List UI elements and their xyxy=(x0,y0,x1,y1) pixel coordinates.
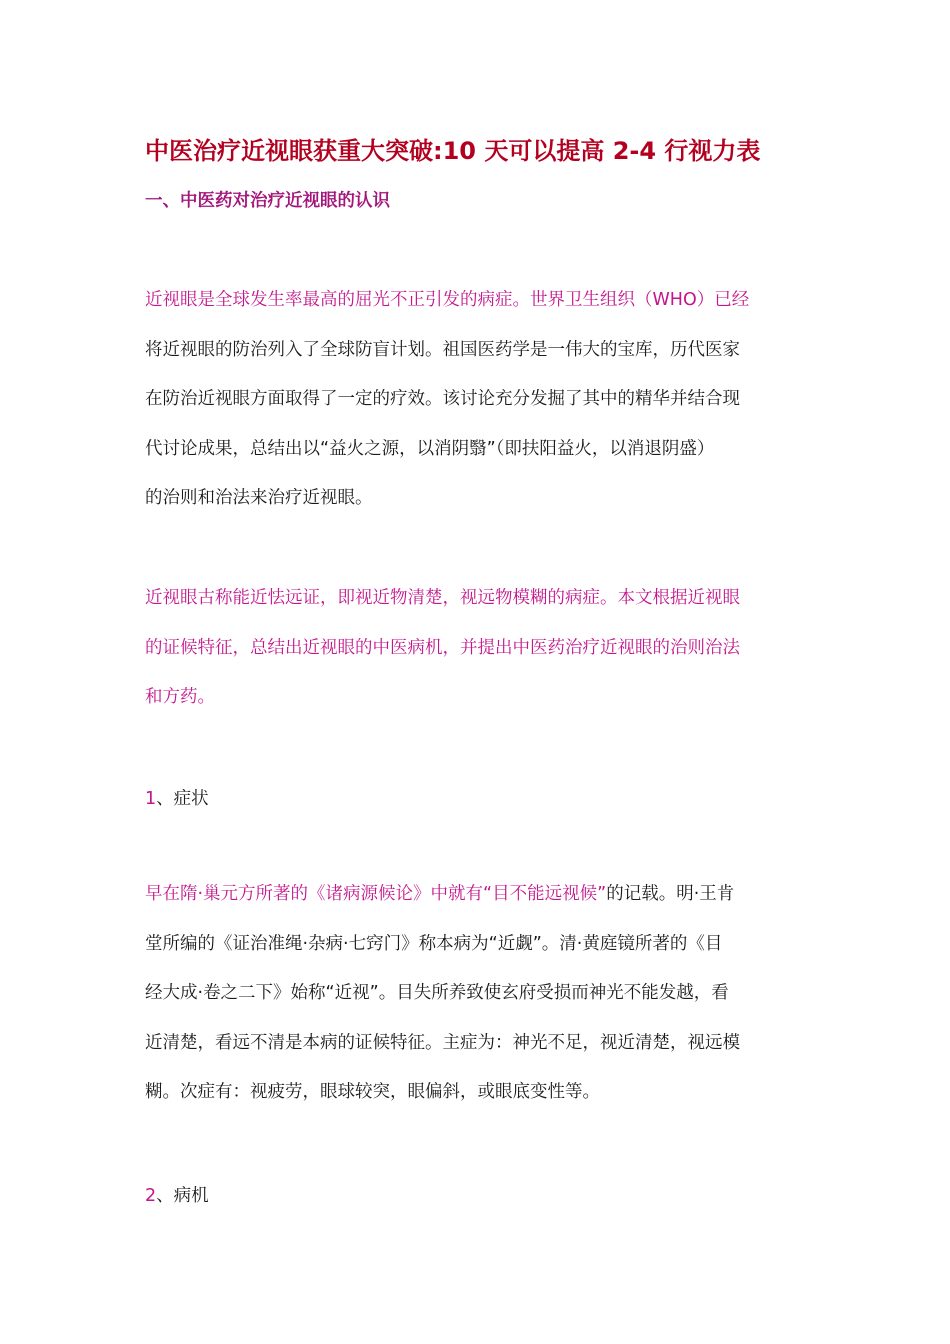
section-heading: 一、中医药对治疗近视眼的认识 xyxy=(145,191,390,211)
subsection-number: 1 xyxy=(145,789,157,809)
paragraph-line: 经大成·卷之二下》始称“近视”。目失所养致使玄府受损而神光不能发越，看 xyxy=(145,983,729,1003)
subsection-label: 、病机 xyxy=(156,1186,209,1206)
paragraph-line: 代讨论成果，总结出以“益火之源，以消阴翳”（即扶阳益火，以消退阴盛） xyxy=(145,438,715,459)
paragraph-line xyxy=(145,870,810,920)
subsection-label: 、症状 xyxy=(156,789,209,809)
subsection-number: 2 xyxy=(145,1186,157,1206)
paragraph-symptoms xyxy=(145,870,810,1118)
paragraph-line: 近视眼古称能近怯远证，即视近物清楚，视远物模糊的病症。本文根据近视眼 xyxy=(145,588,740,608)
paragraph-line: 在防治近视眼方面取得了一定的疗效。该讨论充分发掘了其中的精华并结合现 xyxy=(145,389,740,409)
paragraph-line-rest: 的记载。明·王肯 xyxy=(606,884,735,904)
paragraph-line: 和方药。 xyxy=(145,687,215,707)
document-title: 中医治疗近视眼获重大突破:10 天可以提高 2-4 行视力表 xyxy=(145,137,761,165)
paragraph-line: 糊。次症有：视疲劳，眼球较突，眼偏斜，或眼底变性等。 xyxy=(145,1082,600,1102)
paragraph-line: 的证候特征，总结出近视眼的中医病机，并提出中医药治疗近视眼的治则治法 xyxy=(145,637,740,658)
subsection-pathogenesis xyxy=(145,1182,209,1210)
paragraph-definition xyxy=(145,574,810,723)
paragraph-line: 近清楚，看远不清是本病的证候特征。主症为：神光不足，视近清楚，视远模 xyxy=(145,1032,740,1053)
paragraph-line: 将近视眼的防治列入了全球防盲计划。祖国医药学是一伟大的宝库，历代医家 xyxy=(145,339,740,360)
paragraph-line: 的治则和治法来治疗近视眼。 xyxy=(145,488,373,508)
paragraph-line: 堂所编的《证治准绳·杂病·七窍门》称本病为“近觑”。清·黄庭镜所著的《目 xyxy=(145,933,723,954)
subsection-symptoms xyxy=(145,785,209,813)
paragraph-intro xyxy=(145,276,810,524)
paragraph-line: 近视眼是全球发生率最高的屈光不正引发的病症。世界卫生组织（WHO）已经 xyxy=(145,290,750,310)
paragraph-line-accent: 早在隋·巢元方所著的《诸病源候论》中就有“目不能远视候” xyxy=(145,884,607,904)
